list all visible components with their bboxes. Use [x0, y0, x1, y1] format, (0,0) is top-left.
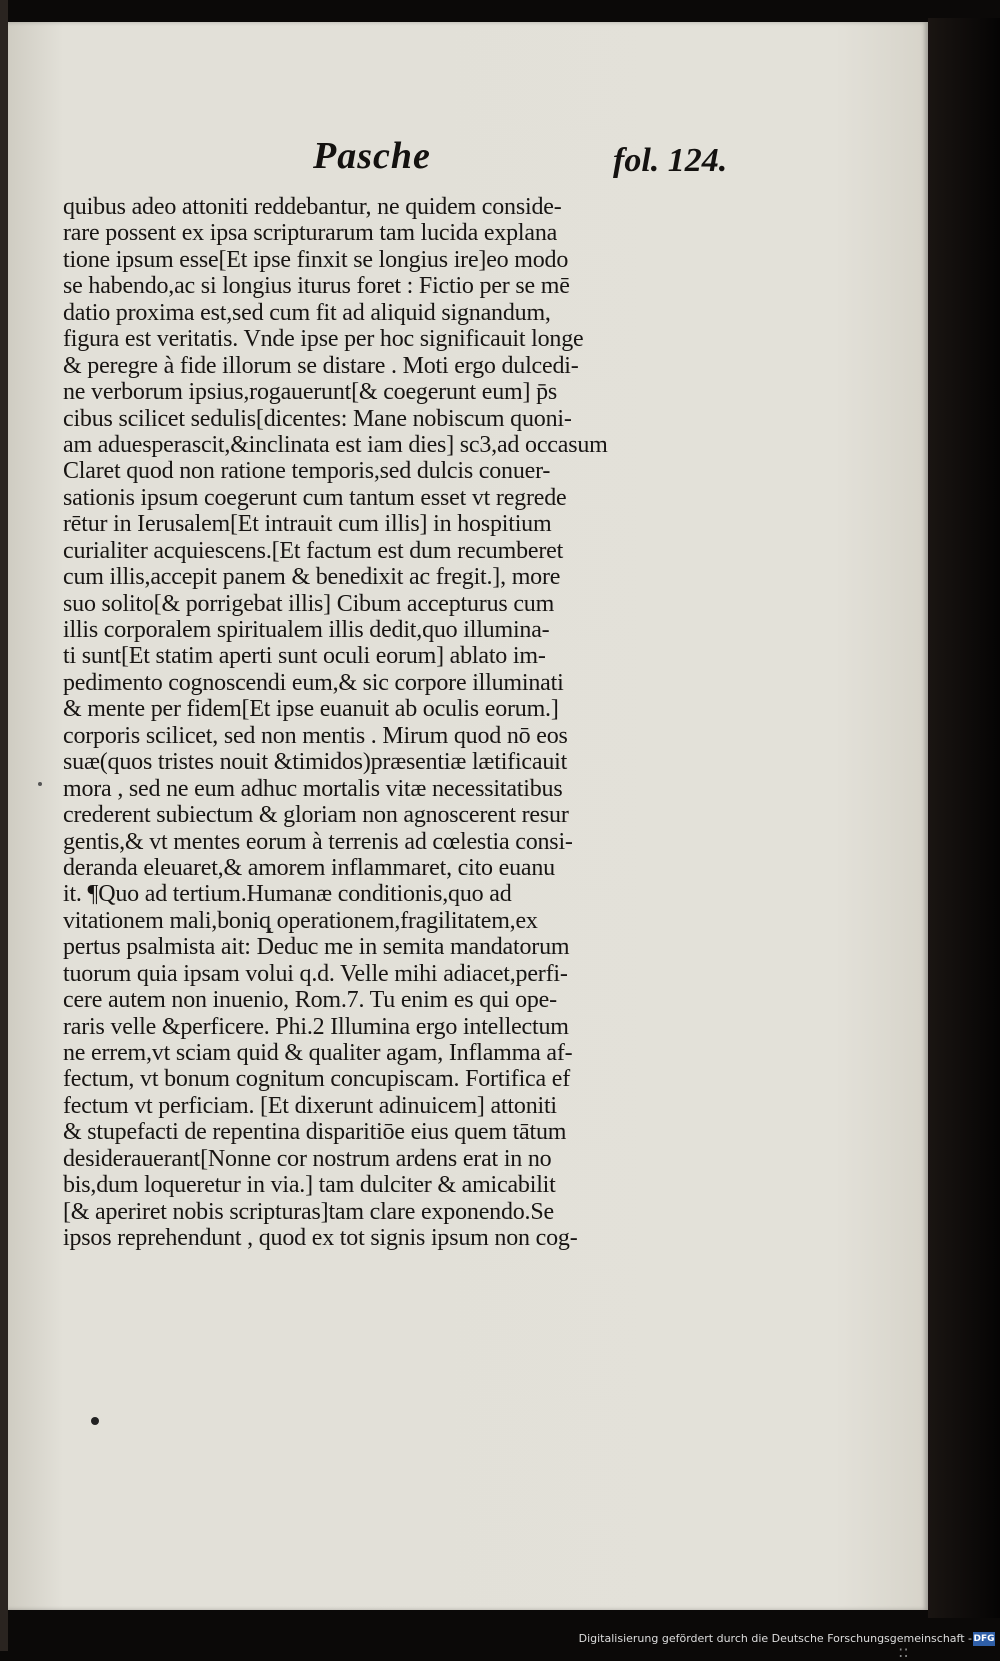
text-line: pertus psalmista ait: Deduc me in semita mandatorum	[63, 934, 570, 961]
text-line: datio proxima est,sed cum fit ad aliquid signandum,	[63, 299, 551, 326]
text-line: crederent subiectum & gloriam non agnoscerent resur	[63, 802, 569, 829]
text-line: & stupefacti de repentina disparitiōe eius quem tātum	[63, 1119, 567, 1146]
corner-dots: ::	[898, 1642, 909, 1661]
margin-mark	[38, 782, 42, 786]
text-line: fectum, vt bonum cognitum concupiscam. Fortifica ef	[63, 1066, 570, 1093]
folio-number: fol. 124.	[613, 142, 728, 179]
text-line: ne verborum ipsius,rogauerunt[& coegerunt eum] p̄s	[63, 379, 558, 406]
text-line: desiderauerant[Nonne cor nostrum ardens erat in no	[63, 1145, 552, 1172]
text-line: tuorum quia ipsam volui q.d. Velle mihi adiacet,perfi-	[63, 960, 568, 987]
text-line: corporis scilicet, sed non mentis . Mirum quod nō eos	[63, 722, 568, 749]
text-line: gentis,& vt mentes eorum à terrenis ad cœlestia consi-	[63, 828, 573, 855]
text-line: mora , sed ne eum adhuc mortalis vitæ necessitatibus	[63, 775, 563, 802]
body-text	[63, 194, 753, 1252]
text-line: fectum vt perficiam. [Et dixerunt adinuicem] attoniti	[63, 1092, 557, 1119]
text-line: quibus adeo attoniti reddebantur, ne quidem conside-	[63, 194, 562, 220]
dfg-logo: DFG	[973, 1634, 995, 1644]
digitization-credit: Digitalisierung gefördert durch die Deutsche Forschungsgemeinschaft -	[578, 1632, 972, 1645]
ink-dot	[91, 1417, 99, 1425]
text-line: deranda eleuaret,& amorem inflammaret, cito euanu	[63, 854, 555, 881]
text-line: [& aperiret nobis scripturas]tam clare exponendo.Se	[63, 1198, 554, 1225]
text-line: cibus scilicet sedulis[dicentes: Mane nobiscum quoni-	[63, 405, 572, 432]
text-line: tione ipsum esse[Et ipse finxit se longius ire]eo modo	[63, 246, 569, 273]
text-line: sationis ipsum coegerunt cum tantum esset vt regrede	[63, 484, 567, 511]
text-line: bis,dum loqueretur in via.] tam dulciter & amicabilit	[63, 1172, 556, 1199]
text-line: cere autem non inuenio, Rom.7. Tu enim es qui ope-	[63, 987, 557, 1014]
text-line: pedimento cognoscendi eum,& sic corpore illuminati	[63, 669, 564, 696]
text-line: Claret quod non ratione temporis,sed dulcis conuer-	[63, 458, 551, 485]
text-line: curialiter acquiescens.[Et factum est dum recumberet	[63, 537, 564, 564]
text-line: raris velle &perficere. Phi.2 Illumina ergo intellectum	[63, 1013, 569, 1040]
text-line: rare possent ex ipsa scripturarum tam lucida explana	[63, 220, 558, 247]
running-head: Pasche	[313, 135, 431, 177]
text-line: ti sunt[Et statim aperti sunt oculi eorum] ablato im-	[63, 643, 546, 670]
text-line: se habendo,ac si longius iturus foret : Fictio per se mē	[63, 273, 570, 300]
book-spine-shadow	[928, 18, 1000, 1618]
text-line: figura est veritatis. Vnde ipse per hoc significauit longe	[63, 326, 584, 353]
text-line: ne errem,vt sciam quid & qualiter agam, Inflamma af-	[63, 1040, 573, 1066]
text-line: & peregre à fide illorum se distare . Moti ergo dulcedi-	[63, 352, 579, 379]
text-line: ipsos reprehendunt , quod ex tot signis ipsum non cog-	[63, 1225, 578, 1252]
text-line: vitationem mali,boniq̨ operationem,fragilitatem,ex	[63, 907, 538, 934]
text-line: it. ¶Quo ad tertium.Humanæ conditionis,quo ad	[63, 881, 512, 908]
text-line: illis corporalem spiritualem illis dedit,quo illumina-	[63, 617, 550, 643]
text-line: suo solito[& porrigebat illis] Cibum accepturus cum	[63, 590, 555, 617]
text-line: suæ(quos tristes nouit &timidos)præsentiæ lætificauit	[63, 749, 568, 776]
text-line: rētur in Ierusalem[Et intrauit cum illis] in hospitium	[63, 511, 552, 538]
text-line: am aduesperascit,&inclinata est iam dies] sc3,ad occasum	[63, 431, 608, 458]
left-page-edge	[0, 0, 8, 1651]
page-header	[8, 114, 928, 179]
text-line: cum illis,accepit panem & benedixit ac fregit.], more	[63, 564, 561, 591]
text-line: & mente per fidem[Et ipse euanuit ab oculis eorum.]	[63, 696, 559, 723]
